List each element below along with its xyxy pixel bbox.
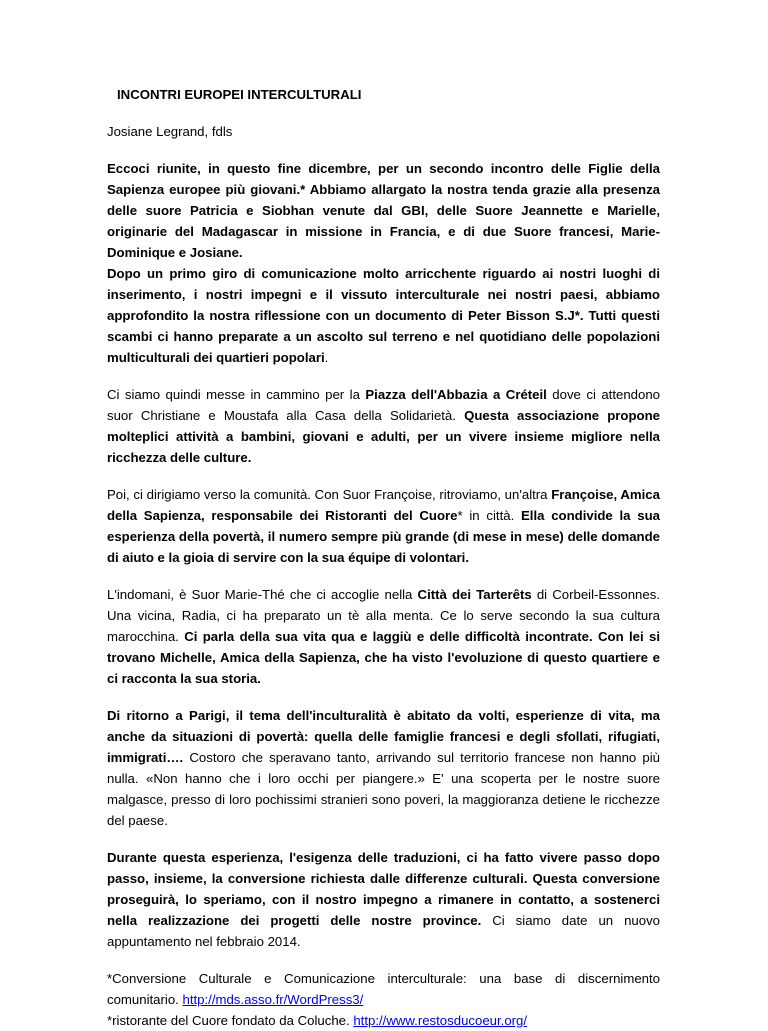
paragraph-intro (107, 158, 660, 263)
paragraph-community (107, 484, 660, 568)
bold-text: Ella condivide la sua esperienza della povertà, il numero sempre più grande (di mese in mese) delle domande di aiuto e la gioia di servire con la sua équipe di volontari. (107, 508, 660, 565)
text: di Corbeil-Essonnes. Una vicina, Radia, ci ha preparato un tè alla menta. Ce lo serve secondo la sua cultura marocchina. (107, 587, 660, 644)
bold-text: Eccoci riunite, in questo fine dicembre, per un secondo incontro delle Figlie della Sapienza europee più giovani.* Abbiamo allargato la nostra tenda grazie alla presenza delle suore Patricia e Siobhan venute dal GBI, delle Suore Jeannette e Marielle, originarie del Madagascar in missione in Francia, e di due Suore francesi, Marie-Dominique e Josiane. (107, 161, 660, 260)
footnote-link[interactable]: http://www.restosducoeur.org/ (353, 1013, 528, 1028)
document-title: INCONTRI EUROPEI INTERCULTURALI (117, 87, 362, 102)
bold-text: Di ritorno a Parigi, il tema dell'inculturalità è abitato da volti, esperienze di vita, ma anche da situazioni di povertà: quella delle famiglie francesi e degli sfollati, rifugiati, immigrati…. (107, 708, 660, 765)
footnotes (107, 968, 660, 1031)
author-line: Josiane Legrand, fdls (107, 124, 233, 139)
bold-text: Piazza dell'Abbazia a Créteil (365, 387, 547, 402)
text: Ci siamo date un nuovo appuntamento nel febbraio 2014. (107, 913, 660, 949)
footnote-text: *ristorante del Cuore fondato da Coluche. (107, 1013, 354, 1028)
footnote-2 (107, 1010, 660, 1031)
text: Poi, ci dirigiamo verso la comunità. Con Suor Françoise, ritroviamo, un'altra (107, 487, 552, 502)
text: Ci siamo quindi messe in cammino per la (107, 387, 366, 402)
footnote-1 (107, 968, 660, 1010)
text: . (324, 350, 329, 365)
paragraph-creteil (107, 384, 660, 468)
bold-text: Città dei Tarterêts (417, 587, 532, 602)
footnote-text: *Conversione Culturale e Comunicazione interculturale: una base di discernimento comunitario. (107, 971, 660, 1007)
text: * in città. (457, 508, 521, 523)
paragraph-tarterets (107, 584, 660, 689)
paragraph-conclusion (107, 847, 660, 952)
bold-text: Questa associazione propone molteplici attività a bambini, giovani e adulti, per un vivere insieme migliore nella ricchezza delle culture. (107, 408, 660, 465)
text: Costoro che speravano tanto, arrivando sul territorio francese non hanno più nulla. «Non hanno che i loro occhi per piangere.» E' una scoperta per le nostre suore malgasce, presso di loro pochissimi stranieri sono poveri, la maggioranza detiene le ricchezze del paese. (107, 750, 660, 828)
footnote-link[interactable]: http://mds.asso.fr/WordPress3/ (182, 992, 364, 1007)
paragraph-paris (107, 705, 660, 831)
text: dove ci attendono suor Christiane e Moustafa alla Casa della Solidarietà. (107, 387, 660, 423)
document-page (107, 84, 660, 1031)
bold-text: Dopo un primo giro di comunicazione molto arricchente riguardo ai nostri luoghi di inserimento, i nostri impegni e il vissuto interculturale nei nostri paesi, abbiamo approfondito la nostra riflessione con un documento di Peter Bisson S.J*. Tutti questi scambi ci hanno preparate a un ascolto sul terreno e nel quotidiano delle popolazioni multiculturali dei quartieri popolari (107, 266, 660, 365)
bold-text: Françoise, Amica della Sapienza, responsabile dei Ristoranti del Cuore (107, 487, 660, 523)
paragraph-reflection (107, 263, 660, 368)
bold-text: Durante questa esperienza, l'esigenza delle traduzioni, ci ha fatto vivere passo dopo passo, insieme, la conversione richiesta dalle differenze culturali. Questa conversione proseguirà, lo speriamo, con il nostro impegno a rimanere in contatto, a sostenerci nella realizzazione dei progetti delle nostre province. (107, 850, 660, 928)
bold-text: Ci parla della sua vita qua e laggiù e delle difficoltà incontrate. Con lei si trovano Michelle, Amica della Sapienza, che ha visto l'evoluzione di questo quartiere e ci racconta la sua storia. (107, 629, 660, 686)
text: L'indomani, è Suor Marie-Thé che ci accoglie nella (107, 587, 418, 602)
